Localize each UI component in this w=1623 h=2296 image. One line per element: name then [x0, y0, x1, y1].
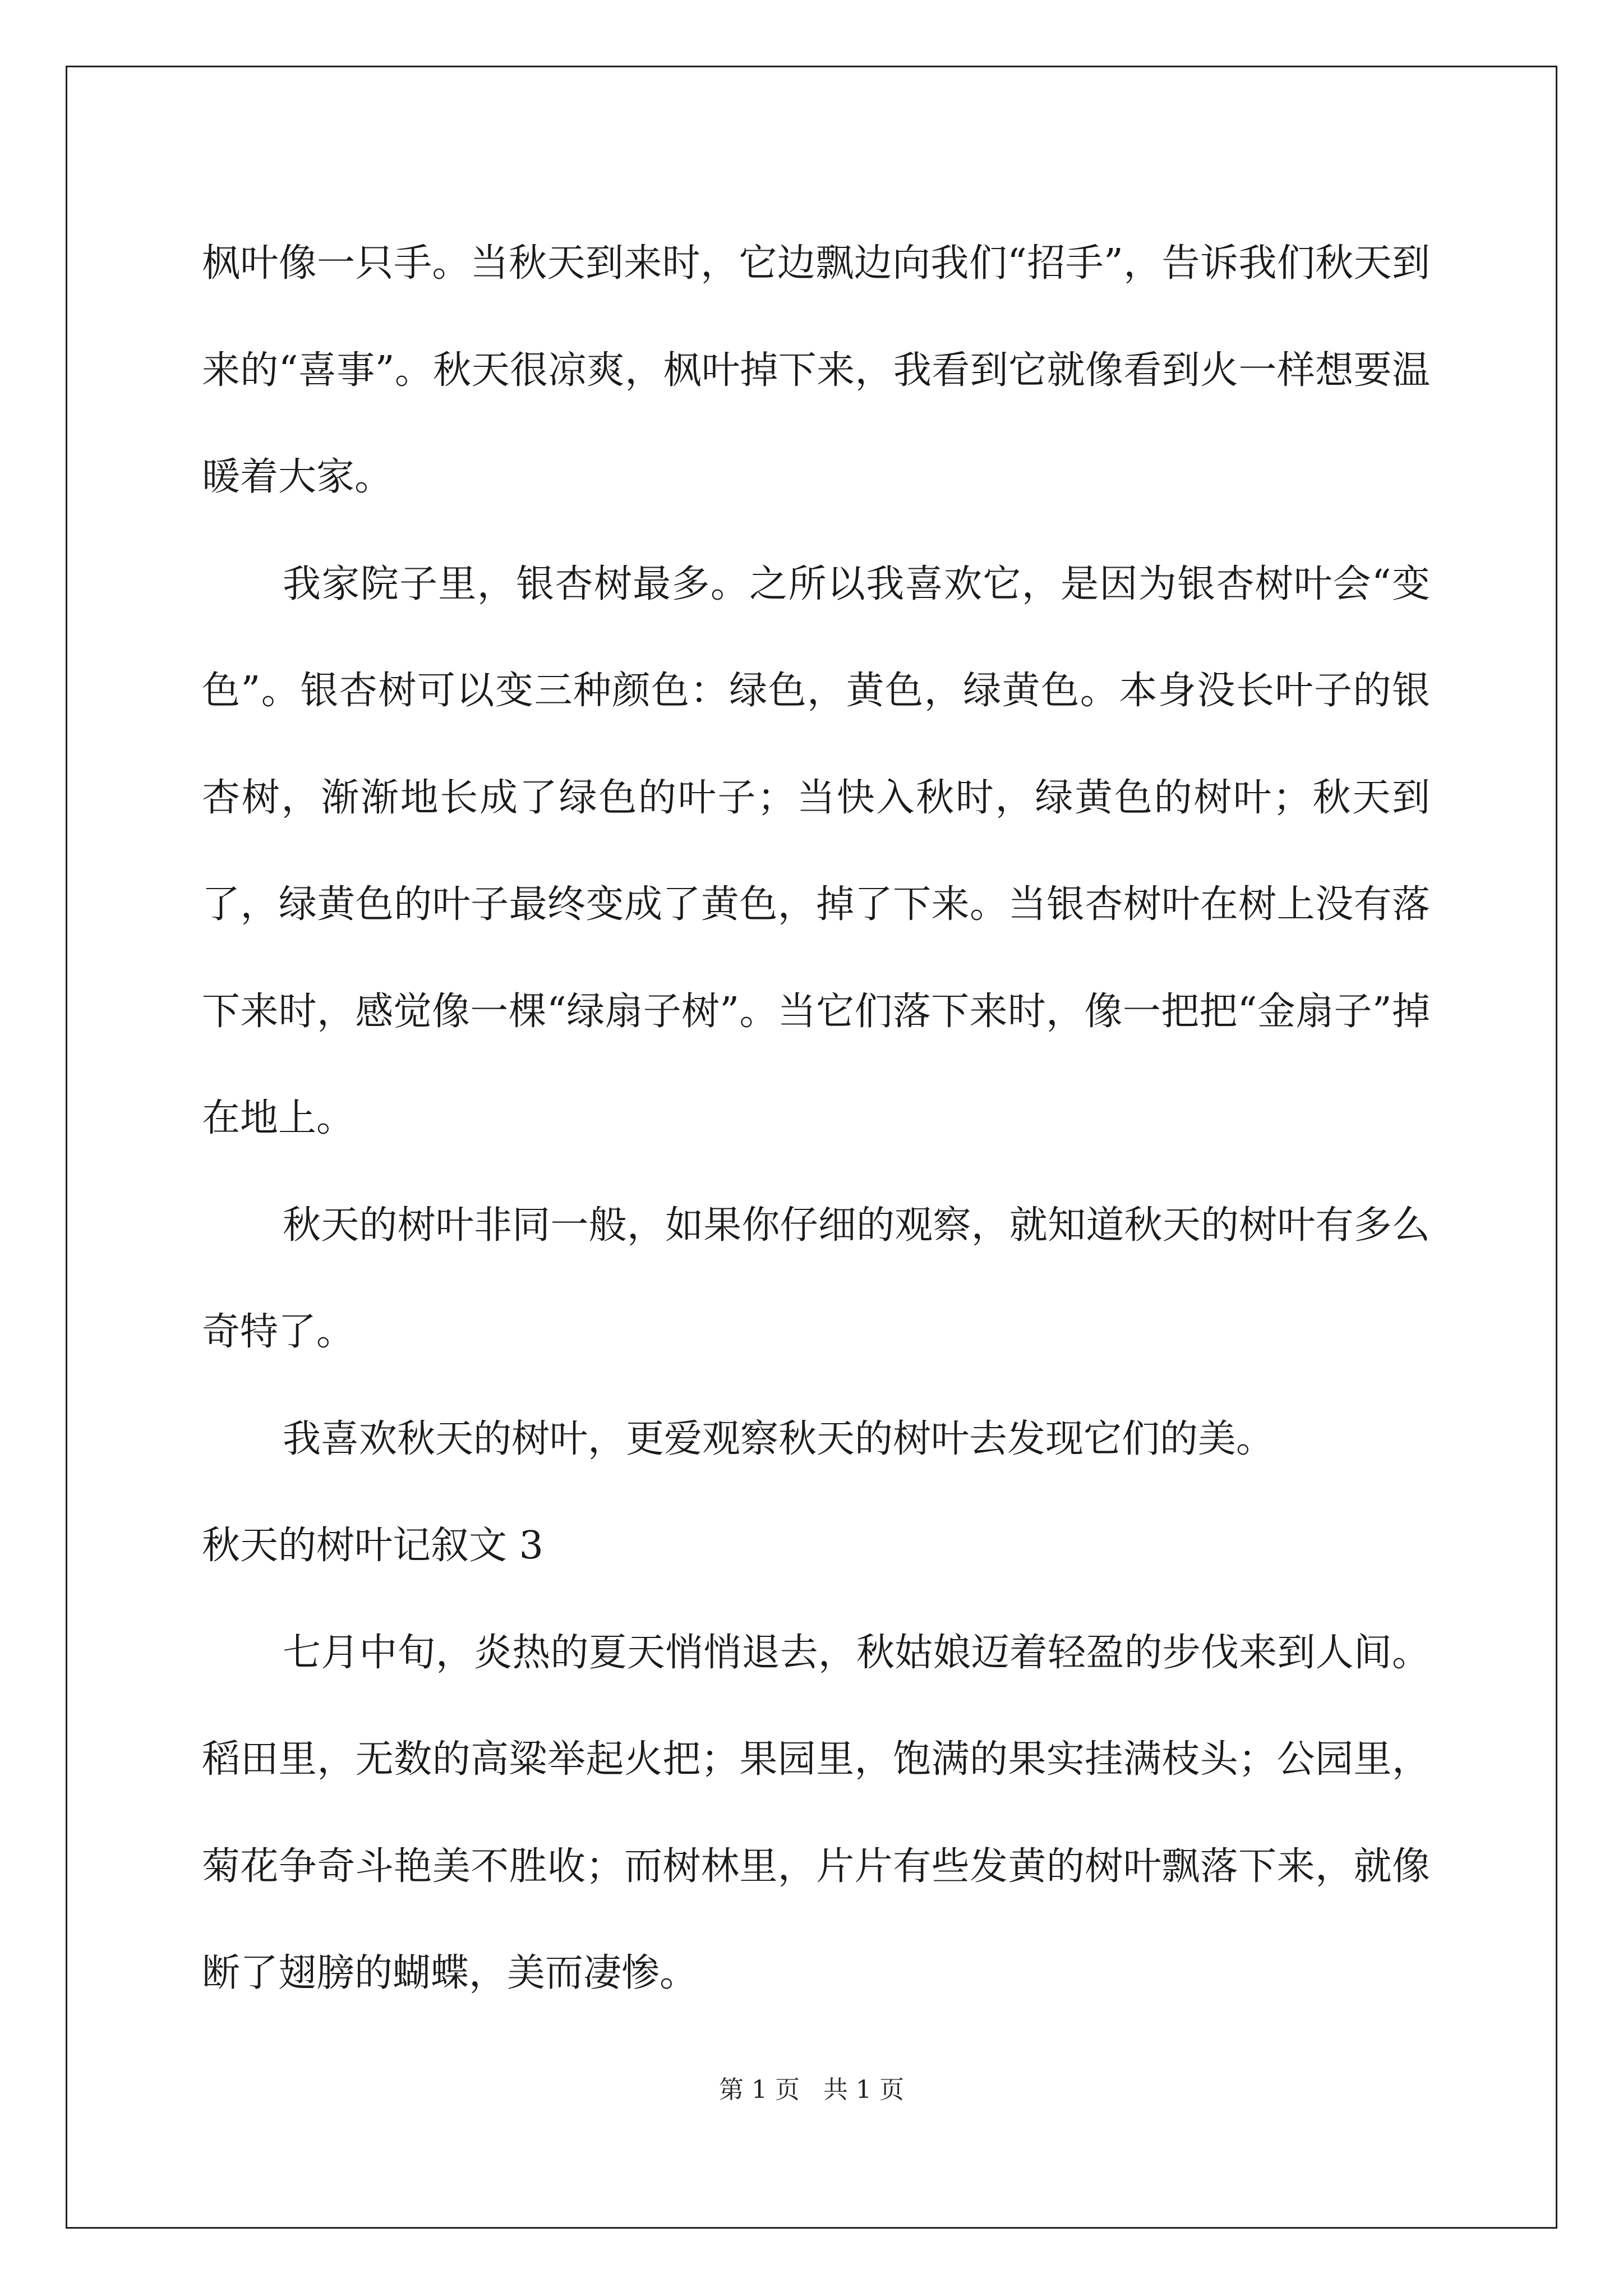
paragraph-july: 七月中旬，炎热的夏天悄悄退去，秋姑娘迈着轻盈的步伐来到人间。稻田里，无数的高粱举起火把；果园里，饱满的果实挂满枝头；公园里，菊花争奇斗艳美不胜收；而树林里，片片有些发黄的树叶飘落下来，就像断了翅膀的蝴蝶，美而凄惨。 — [202, 1630, 1430, 1995]
page-total: 共 1 页 — [823, 2076, 904, 2104]
paragraph-ginkgo: 我家院子里，银杏树最多。之所以我喜欢它，是因为银杏树叶会“变色”。银杏树可以变三种颜色：绿色，黄色，绿黄色。本身没长叶子的银杏树，渐渐地长成了绿色的叶子；当快入秋时，绿黄色的树叶；秋天到了，绿黄色的叶子最终变成了黄色，掉了下来。当银杏树叶在树上没有落下来时，感觉像一棵“绿扇子树”。当它们落下来时，像一把把“金扇子”掉在地上。 — [202, 562, 1430, 1140]
page-footer — [0, 2073, 1623, 2107]
document-body — [202, 210, 1430, 2027]
paragraph-observation: 秋天的树叶非同一般，如果你仔细的观察，就知道秋天的树叶有多么奇特了。 — [202, 1203, 1430, 1354]
page-number: 第 1 页 — [719, 2076, 800, 2104]
paragraph-conclusion: 我喜欢秋天的树叶，更爱观察秋天的树叶去发现它们的美。 — [283, 1416, 1275, 1461]
paragraph-maple-leaf: 枫叶像一只手。当秋天到来时，它边飘边向我们“招手”，告诉我们秋天到来的“喜事”。秋天很凉爽，枫叶掉下来，我看到它就像看到火一样想要温暖着大家。 — [202, 241, 1430, 499]
footer-spacer — [800, 2076, 823, 2104]
section-heading: 秋天的树叶记叙文 3 — [202, 1524, 543, 1568]
